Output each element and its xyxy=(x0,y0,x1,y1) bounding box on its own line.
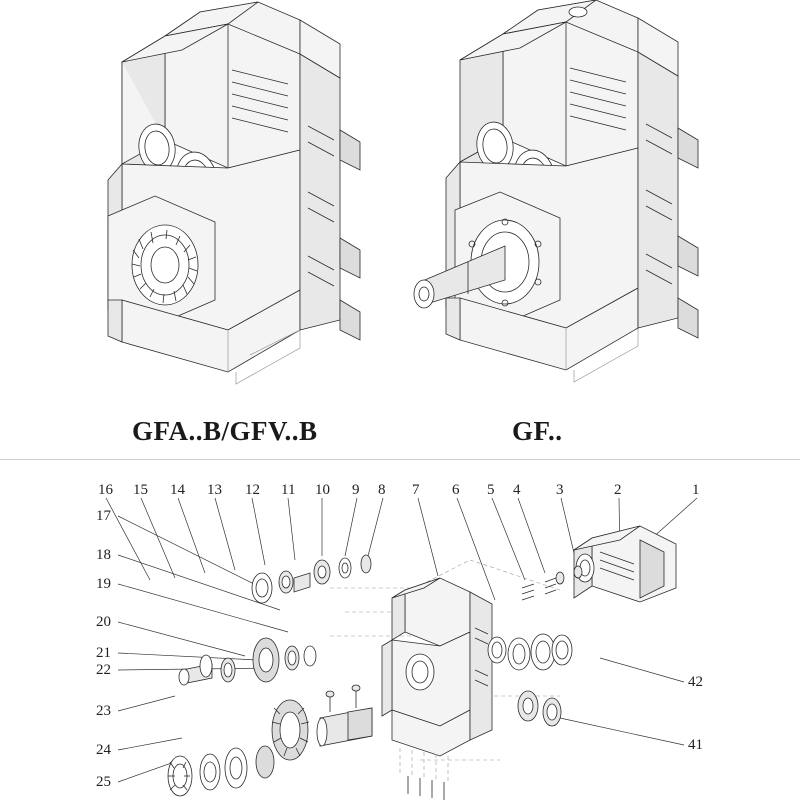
callout-24: 24 xyxy=(96,742,111,758)
part-upper-shaft-group xyxy=(252,555,371,603)
callout-42: 42 xyxy=(688,674,703,690)
callout-7: 7 xyxy=(412,482,420,498)
callout-6: 6 xyxy=(452,482,460,498)
callout-17: 17 xyxy=(96,508,111,524)
callout-12: 12 xyxy=(245,482,260,498)
gearbox-isometric-left xyxy=(108,2,360,384)
part-bottom-gear-group xyxy=(168,685,372,796)
callout-14: 14 xyxy=(170,482,185,498)
exploded-view-section xyxy=(0,460,800,800)
callout-1: 1 xyxy=(692,482,700,498)
callout-5: 5 xyxy=(487,482,495,498)
leader-lines-right xyxy=(560,658,684,745)
part-rings-row xyxy=(488,566,582,670)
callout-9: 9 xyxy=(352,482,360,498)
callout-21: 21 xyxy=(96,645,111,661)
exploded-view-svg xyxy=(0,460,800,800)
callout-8: 8 xyxy=(378,482,386,498)
callout-2: 2 xyxy=(614,482,622,498)
part-motor-adapter xyxy=(574,526,676,602)
caption-left: GFA..B/GFV..B xyxy=(132,416,318,446)
callout-15: 15 xyxy=(133,482,148,498)
part-gearbox-housing xyxy=(382,578,492,784)
callout-10: 10 xyxy=(315,482,330,498)
callout-22: 22 xyxy=(96,662,111,678)
callout-11: 11 xyxy=(281,482,296,498)
part-middle-gear-group xyxy=(179,638,316,685)
callout-18: 18 xyxy=(96,547,111,563)
callout-3: 3 xyxy=(556,482,564,498)
gearbox-isometric-right xyxy=(414,0,698,382)
callout-16: 16 xyxy=(98,482,113,498)
callout-25: 25 xyxy=(96,774,111,790)
caption-right: GF.. xyxy=(512,416,563,446)
callout-13: 13 xyxy=(207,482,222,498)
callout-41: 41 xyxy=(688,737,703,753)
callout-23: 23 xyxy=(96,703,111,719)
callout-19: 19 xyxy=(96,576,111,592)
callout-4: 4 xyxy=(513,482,521,498)
callout-20: 20 xyxy=(96,614,111,630)
